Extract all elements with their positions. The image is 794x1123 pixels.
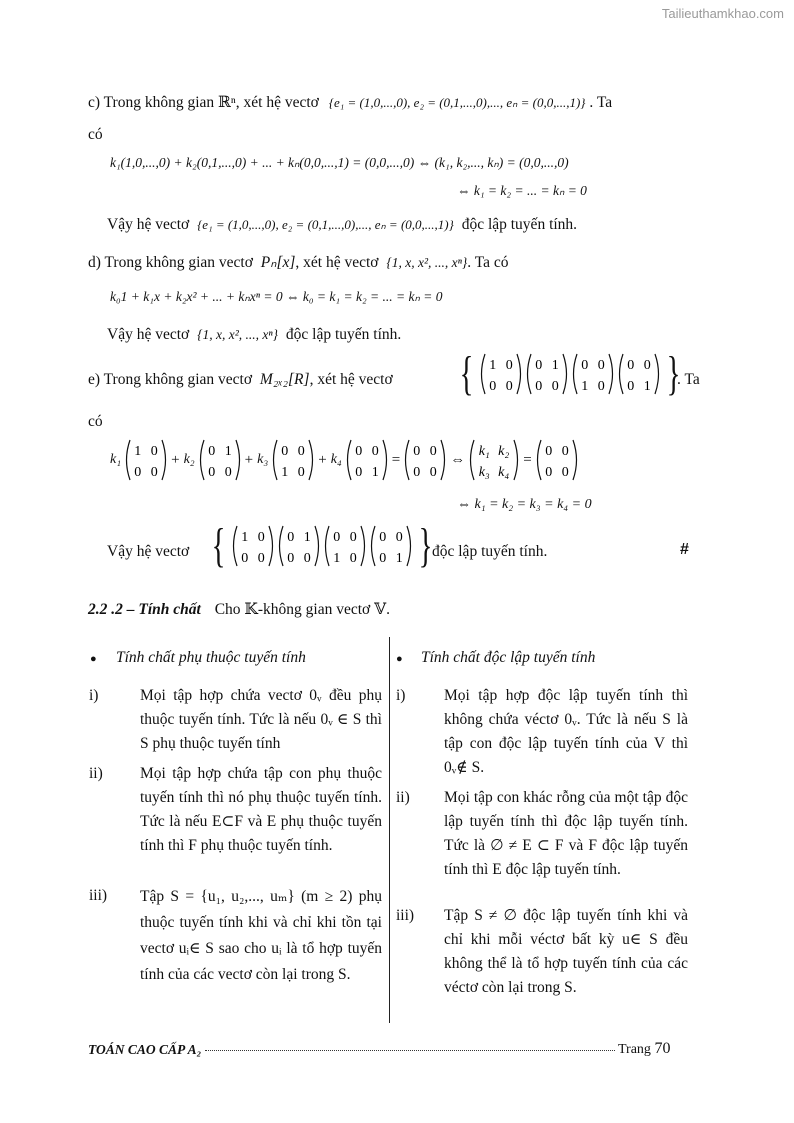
right-item-2-num: ii) [396,789,410,806]
matrix-entry: 0 [150,465,158,480]
right-paren [573,440,577,480]
part-e-ta: . Ta [677,371,700,388]
matrix-entry: 0 [627,379,635,394]
basis-matrix-4 [616,352,662,396]
basis-matrix-3 [322,524,368,568]
matrix-entry: 0 [371,444,379,459]
matrix-entry: 0 [241,551,249,566]
part-c-conclusion [107,216,577,234]
left-item-3-text: Tập S = {u₁, u₂,..., uₘ} (m ≥ 2) phụ thuộc tuyến tính khi và chỉ khi tồn tại vectơ uᵢ∈ S sao cho uᵢ là tổ hợp tuyến tính của các vectơ còn lại trong S. [140,888,382,983]
part-c-eq1: k₁(1,0,...,0) + k₂(0,1,...,0) + ... + kₙ(0,0,...,1) = (0,0,...,0) ⇔ (k₁, k₂,..., kₙ) = (0,0,...,0) [110,155,569,170]
matrix-entry: 1 [489,358,497,373]
left-paren [528,354,532,394]
watermark: Tailieuthamkhao.com [661,6,784,21]
left-column-heading: Tính chất phụ thuộc tuyến tính [116,649,306,666]
matrix-entry: 0 [551,379,559,394]
matrix-entry: 0 [505,358,513,373]
part-d-eq: k₀1 + k₁x + k₂x² + ... + kₙxⁿ = 0 ⇔ k₀ = k₁ = k₂ = ... = kₙ = 0 [110,289,443,304]
right-paren [162,440,166,480]
matrix-entry: 0 [257,530,265,545]
zero-matrix [402,438,448,482]
matrix-entry: 0 [581,358,589,373]
coefficient-k1: k₁ [110,452,122,467]
matrix-entry: 0 [561,444,569,459]
k-matrix [467,438,521,482]
matrix-entry: 1 [224,444,232,459]
equals-sign: = [523,451,532,468]
right-brace: } [666,347,681,400]
right-paren [609,354,613,394]
part-e-intro: e) Trong không gian vectơ [88,371,253,388]
section-desc: Cho 𝕂-không gian vectơ 𝕍. [214,601,391,618]
matrix-entry: 0 [627,358,635,373]
matrix-entry: 1 [551,358,559,373]
matrix-entry: 0 [561,465,569,480]
bullet-icon: ● [396,653,403,665]
part-d-conclusion [107,326,401,344]
term-matrix-4 [344,438,390,482]
footer-page [618,1040,670,1058]
part-c-eq2: ⇔ k₁ = k₂ = ... = kₙ = 0 [457,183,587,198]
right-paren [309,440,313,480]
part-c-line [88,93,612,112]
matrix-entry: 0 [134,465,142,480]
coefficient-k3: k₃ [257,452,269,467]
matrix-entry: 0 [505,379,513,394]
right-item-3-text: Tập S ≠ ∅ độc lập tuyến tính khi và chỉ khi mỗi véctơ bất kỳ u∈ S đều không thể là tổ hợp tuyến tính của các véctơ còn lại trong S. [444,907,688,996]
part-c-co: có [88,126,103,143]
part-d-mid: , xét hệ vectơ [295,254,379,271]
plus-sign: + [318,451,327,468]
right-paren [236,440,240,480]
matrix-entry: 1 [303,530,311,545]
part-c-intro: c) Trong không gian ℝⁿ, xét hệ vectơ [88,94,319,111]
matrix-entry: 0 [355,465,363,480]
left-item-2-text: Mọi tập hợp chứa tập con phụ thuộc tuyến tính thì nó phụ thuộc tuyến tính. Tức là nếu E⊂F và E phụ thuộc tuyến tính thì F phụ thuộc tuyến tính. [140,765,382,854]
left-paren [482,354,486,394]
part-e-conclusion-suffix: độc lập tuyến tính. [432,543,548,560]
part-e-equation [108,438,580,482]
equals-sign: = [391,451,401,468]
left-item-3-num: iii) [89,887,108,904]
matrix-entry: 0 [489,379,497,394]
matrix-entry: 1 [643,379,651,394]
matrix-entry: 0 [643,358,651,373]
coefficient-k4: k₄ [330,452,342,467]
right-paren [517,354,521,394]
right-paren [269,526,273,566]
coefficient-k2: k₂ [183,452,195,467]
right-item-1-num: i) [396,687,406,704]
part-d-conclusion-system: {1, x, x², ..., xⁿ} [197,327,279,342]
matrix-entry: k₁ [478,444,491,459]
part-c-ta: . Ta [589,94,613,111]
matrix-entry: 0 [207,465,215,480]
plus-sign: + [244,451,254,468]
footer-page-label: Trang [618,1042,651,1057]
part-c-system: {e₁ = (1,0,...,0), e₂ = (0,1,...,0),..., eₙ = (0,0,...,1)} [328,95,586,110]
left-paren [200,440,204,480]
zero-matrix [534,438,580,482]
column-divider [389,637,390,1023]
matrix-entry: 0 [150,444,158,459]
left-paren [127,440,131,480]
matrix-entry: 0 [430,465,438,480]
left-paren [574,354,578,394]
matrix-entry: 0 [281,444,289,459]
footer-dots [205,1050,615,1051]
matrix-entry: 0 [413,465,421,480]
matrix-entry: 0 [257,551,265,566]
left-paren [234,526,238,566]
section-title: Tính chất [138,601,201,618]
matrix-entry: 1 [371,465,379,480]
matrix-entry: 0 [597,379,605,394]
part-e-eq2: ⇔ k₁ = k₂ = k₃ = k₄ = 0 [457,497,592,512]
section-heading [88,600,390,619]
part-d-conclusion-suffix: độc lập tuyến tính. [285,326,402,343]
part-e-system [455,347,685,400]
matrix-entry: 1 [395,551,403,566]
matrix-entry: 0 [333,530,341,545]
matrix-entry: 1 [134,444,142,459]
matrix-entry: 1 [333,551,341,566]
right-item-2-text: Mọi tập con khác rỗng của một tập độc lập tuyến tính thì độc lập tuyến tính. Tức là ∅ ≠ E ⊂ F và F độc lập tuyến tính thì E độc lập tuyến tính. [444,789,688,878]
left-paren [280,526,284,566]
right-item-3-num: iii) [396,907,415,924]
term-matrix-1 [123,438,169,482]
matrix-entry: 0 [207,444,215,459]
part-e-co: có [88,413,103,430]
matrix-entry: k₃ [478,465,491,480]
basis-matrix-2 [524,352,570,396]
bullet-icon: ● [90,653,97,665]
matrix-entry: 0 [349,530,357,545]
right-paren [361,526,365,566]
matrix-entry: 0 [297,465,305,480]
part-e-mid: , xét hệ vectơ [309,371,393,388]
left-paren [326,526,330,566]
matrix-entry: 0 [297,444,305,459]
matrix-entry: 0 [535,379,543,394]
matrix-entry: 1 [281,465,289,480]
section-number: 2.2 .2 – [88,601,135,618]
part-d-system: {1, x, x², ..., xⁿ} [386,255,468,270]
right-paren [441,440,445,480]
left-item-1-num: i) [89,687,99,704]
left-brace: { [459,347,474,400]
left-paren [274,440,278,480]
right-paren [383,440,387,480]
part-d-conclusion-prefix: Vậy hệ vectơ [107,326,190,343]
right-column-heading: Tính chất độc lập tuyến tính [421,649,596,666]
matrix-entry: 0 [379,551,387,566]
right-paren [407,526,411,566]
end-of-proof-mark: # [680,541,689,558]
matrix-entry: 0 [355,444,363,459]
matrix-entry: k₂ [498,444,510,459]
matrix-entry: 0 [544,444,552,459]
matrix-entry: 0 [597,358,605,373]
right-paren [655,354,659,394]
right-paren [514,440,518,480]
part-e-space: M₂ₓ₂[R] [259,371,310,388]
matrix-entry: 0 [349,551,357,566]
matrix-entry: 0 [535,358,543,373]
matrix-entry: 0 [430,444,438,459]
footer-title: TOÁN CAO CẤP A₂ [88,1042,202,1057]
footer-page-number: 70 [654,1040,671,1057]
basis-matrix-3 [570,352,616,396]
matrix-entry: 1 [241,530,249,545]
part-d-line [88,253,509,272]
part-c-conclusion-suffix: độc lập tuyến tính. [461,216,578,233]
left-paren [372,526,376,566]
term-matrix-2 [197,438,243,482]
matrix-entry: 0 [413,444,421,459]
part-d-space: Pₙ[x] [260,254,296,271]
matrix-entry: 0 [395,530,403,545]
part-c-conclusion-system: {e₁ = (1,0,...,0), e₂ = (0,1,...,0),..., eₙ = (0,0,...,1)} [197,217,454,232]
part-e-conclusion-prefix: Vậy hệ vectơ [107,543,190,560]
matrix-entry: 1 [581,379,589,394]
plus-sign: + [171,451,180,468]
left-item-1-text: Mọi tập hợp chứa vectơ 0ᵥ đều phụ thuộc tuyến tính. Tức là nếu 0ᵥ ∈ S thì S phụ thuộc tuyến tính [140,687,382,752]
matrix-entry: 0 [224,465,232,480]
left-paren [347,440,351,480]
right-paren [563,354,567,394]
basis-matrix-4 [368,524,414,568]
left-paren [471,440,475,480]
matrix-entry: k₄ [498,465,510,480]
part-d-intro: d) Trong không gian vectơ [88,254,253,271]
iff-sign: ⇔ [450,451,466,468]
right-brace: } [418,519,433,572]
left-paren [406,440,410,480]
part-c-conclusion-prefix: Vậy hệ vectơ [107,216,190,233]
matrix-entry: 0 [303,551,311,566]
part-e-line [88,371,393,389]
right-paren [315,526,319,566]
basis-matrix-2 [276,524,322,568]
basis-matrix-1 [478,352,524,396]
left-item-2-num: ii) [89,765,103,782]
matrix-entry: 0 [287,530,295,545]
part-e-conclusion-system [207,519,437,572]
matrix-entry: 0 [544,465,552,480]
basis-matrix-1 [230,524,276,568]
left-paren [620,354,624,394]
part-d-suffix: . Ta có [467,254,509,271]
left-paren [537,440,541,480]
matrix-entry: 0 [287,551,295,566]
left-brace: { [211,519,226,572]
right-item-1-text: Mọi tập hợp độc lập tuyến tính thì không chứa véctơ 0ᵥ. Tức là nếu S là tập con độc lập tuyến tính của V thì 0ᵥ∉ S. [444,687,688,776]
term-matrix-3 [270,438,316,482]
matrix-entry: 0 [379,530,387,545]
